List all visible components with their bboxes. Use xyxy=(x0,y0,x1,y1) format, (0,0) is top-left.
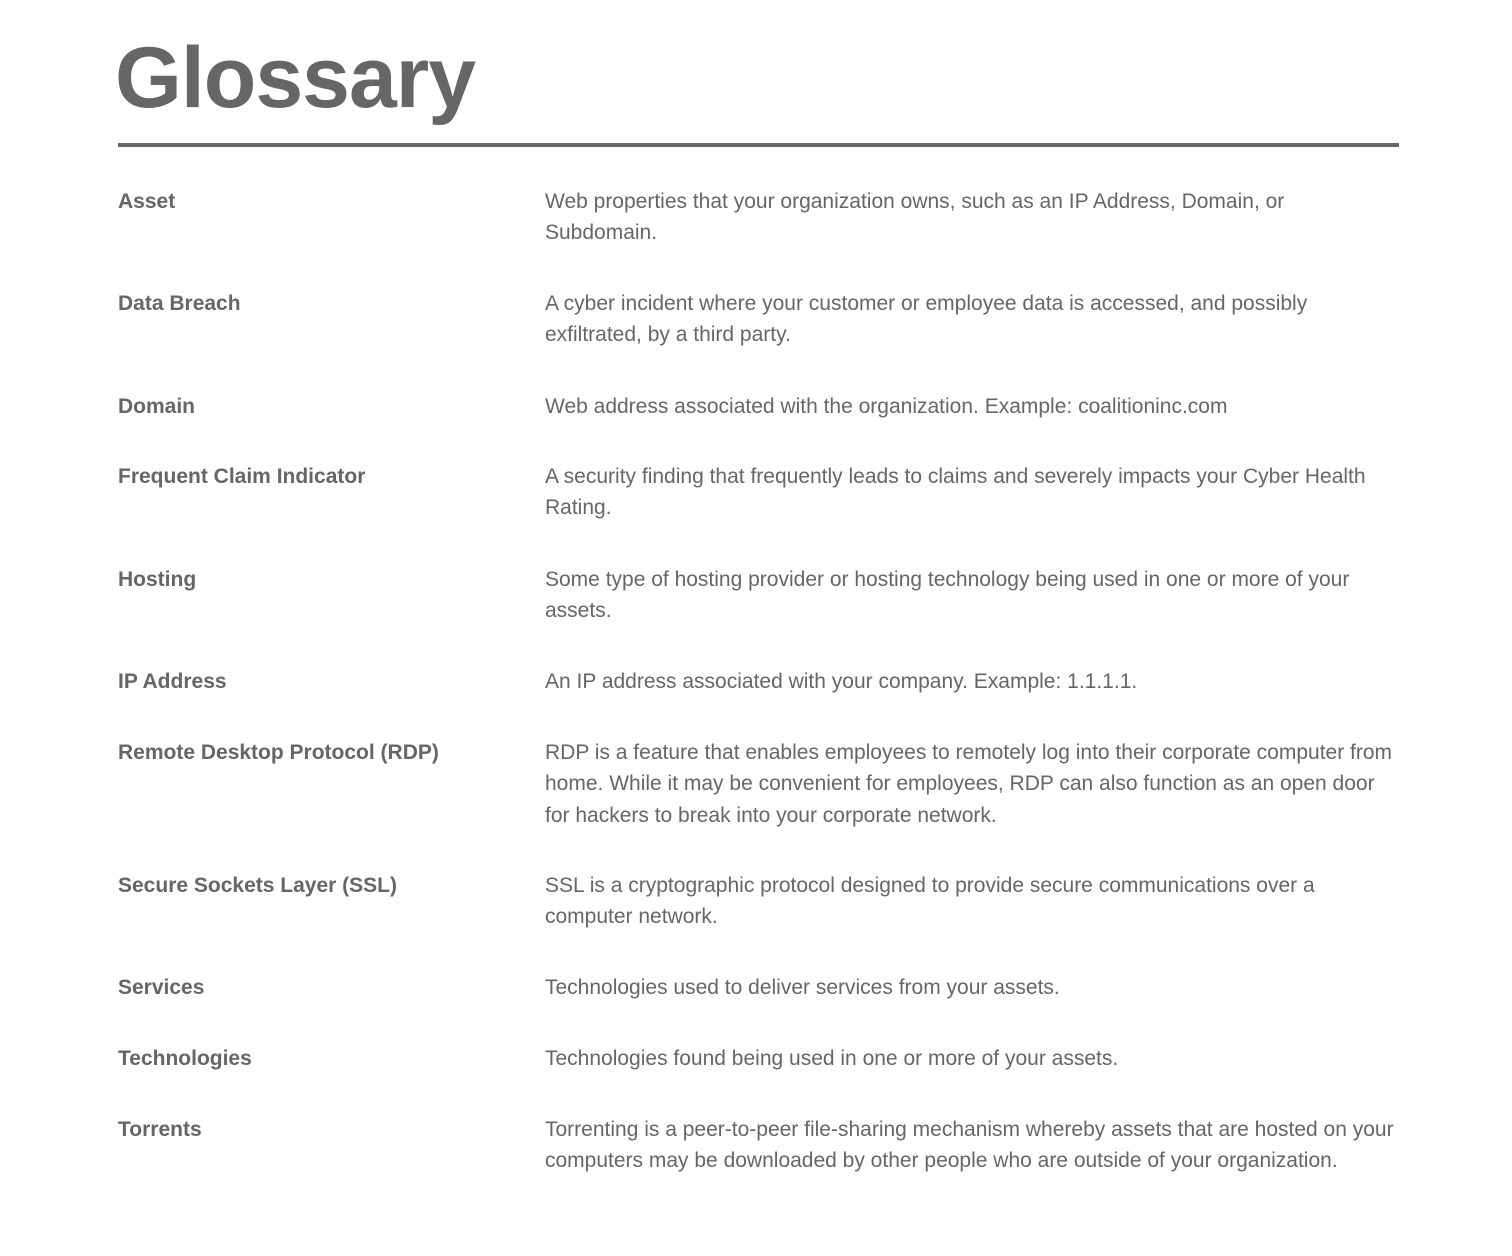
glossary-entry-technologies xyxy=(118,1043,1399,1114)
glossary-term: IP Address xyxy=(118,670,227,693)
glossary-definition: Technologies found being used in one or more of your assets. xyxy=(545,1047,1119,1070)
glossary-entry-rdp xyxy=(118,737,1399,870)
glossary-definition: SSL is a cryptographic protocol designed to provide secure communications over a computer network. xyxy=(545,874,1315,929)
glossary-term: Torrents xyxy=(118,1118,202,1141)
glossary-entry-domain xyxy=(118,391,1399,461)
glossary-entry-data-breach xyxy=(118,288,1399,391)
glossary-term: Frequent Claim Indicator xyxy=(118,465,366,488)
glossary-definition: Some type of hosting provider or hosting technology being used in one or more of your assets. xyxy=(545,568,1350,623)
glossary-term: Asset xyxy=(118,190,176,213)
glossary-term: Hosting xyxy=(118,568,197,591)
glossary-entry-asset xyxy=(118,186,1399,288)
glossary-list xyxy=(118,186,1399,1210)
glossary-definition: RDP is a feature that enables employees to remotely log into their corporate computer from home. While it may be convenient for employees, RDP can also function as an open door for hackers to break into your corporate network. xyxy=(545,741,1393,827)
glossary-entry-ip-address xyxy=(118,666,1399,737)
glossary-entry-ssl xyxy=(118,870,1399,972)
glossary-term: Secure Sockets Layer (SSL) xyxy=(118,874,397,897)
glossary-entry-frequent-claim-indicator xyxy=(118,461,1399,564)
glossary-term: Technologies xyxy=(118,1047,252,1070)
glossary-term: Data Breach xyxy=(118,292,241,315)
glossary-term: Services xyxy=(118,976,205,999)
page-title: Glossary xyxy=(115,30,476,126)
glossary-definition: An IP address associated with your company. Example: 1.1.1.1. xyxy=(545,670,1138,693)
glossary-definition: Torrenting is a peer-to-peer file-sharing mechanism whereby assets that are hosted on your computers may be downloaded by other people who are outside of your organization. xyxy=(545,1118,1394,1173)
glossary-definition: Web address associated with the organization. Example: coalitioninc.com xyxy=(545,395,1228,418)
glossary-definition: A security finding that frequently leads to claims and severely impacts your Cyber Health Rating. xyxy=(545,465,1366,520)
glossary-entry-hosting xyxy=(118,564,1399,666)
glossary-term: Domain xyxy=(118,395,196,418)
glossary-definition: Web properties that your organization owns, such as an IP Address, Domain, or Subdomain. xyxy=(545,190,1285,245)
title-divider xyxy=(118,143,1399,147)
glossary-entry-torrents xyxy=(118,1114,1399,1210)
glossary-entry-services xyxy=(118,972,1399,1043)
glossary-definition: Technologies used to deliver services from your assets. xyxy=(545,976,1060,999)
glossary-definition: A cyber incident where your customer or employee data is accessed, and possibly exfiltrated, by a third party. xyxy=(545,292,1308,347)
glossary-term: Remote Desktop Protocol (RDP) xyxy=(118,741,439,764)
